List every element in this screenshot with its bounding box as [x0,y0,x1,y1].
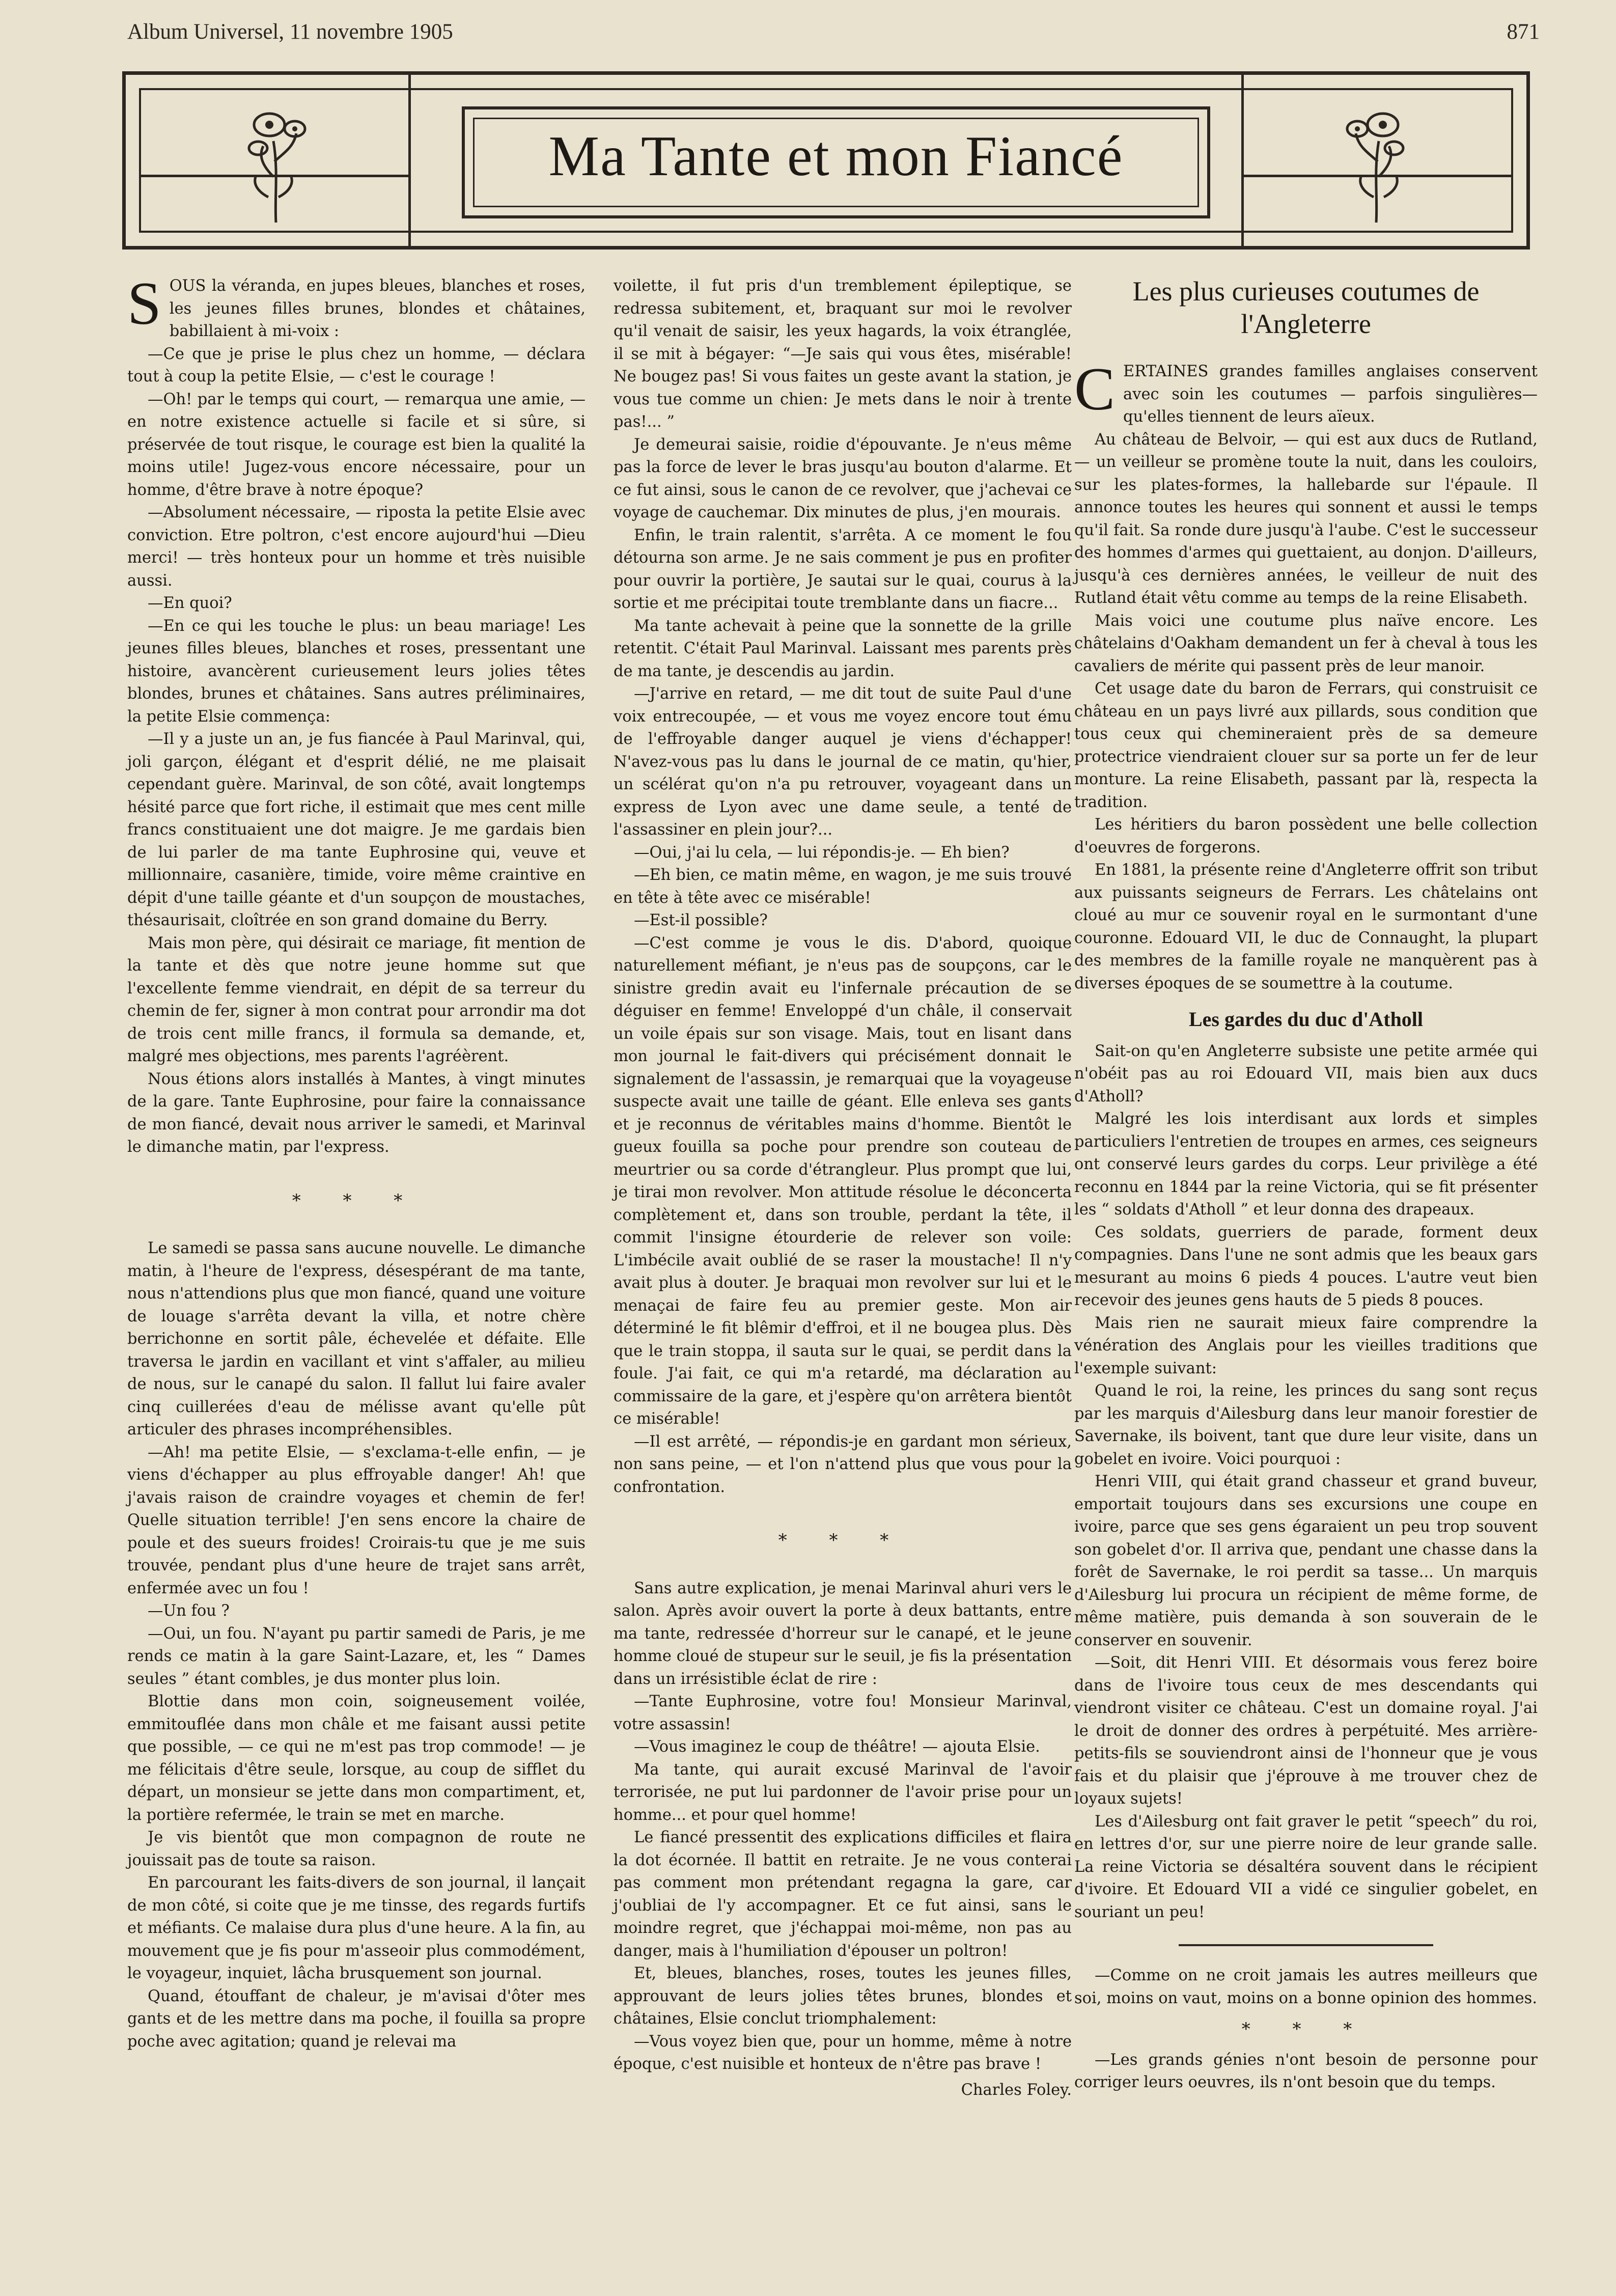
story-paragraph: —En quoi? [148,594,232,612]
title-banner [122,71,1530,250]
story-paragraph: —Vous voyez bien que, pour un homme, même à notre époque, c'est nuisible et honteux de n'être pas brave ! [614,2032,1072,2073]
article-paragraph: CERTAINES grandes familles anglaises conservent avec soin les coutumes — parfois singulières—qu'elles tiennent de leurs aïeux. [1074,355,1538,426]
story-paragraph: Ma tante, qui aurait excusé Marinval de l'avoir terrorisée, ne put lui pardonner de l'avoir prise pour un homme... et pour quel homme! [614,1760,1072,1824]
story-paragraph: —Est-il possible? [634,911,768,929]
story-paragraph: Sans autre explication, je menai Marinval ahuri vers le salon. Après avoir ouvert la porte à deux battants, entre ma tante, redressée d'horreur sur le canapé, et le jeune homme cloué de stupeur sur le seuil, je fis la présentation dans un irrésistible éclat de rire : [614,1579,1072,1688]
title-frame [462,106,1210,218]
maxim: —Les grands génies n'ont besoin de personne pour corriger leurs oeuvres, ils n'ont besoin que du temps. [1074,2051,1538,2091]
section-break: * * * [1241,2019,1371,2039]
story-paragraph: —En ce qui les touche le plus: un beau mariage! Les jeunes filles bleues, blanches et roses, pressentant une histoire, avancèrent curieusement leurs jolies têtes blondes, brunes et châtaines. Sans autres préliminaires, la petite Elsie commença: [127,617,586,726]
banner-divider-left [408,75,411,246]
article-column [1074,275,1538,2094]
article-paragraph: —Soit, dit Henri VIII. Et désormais vous ferez boire dans de l'ivoire tous ceux de mes descendants qui viendront visiter ce château. C'est un domaine royal. J'ai le droit de donner des ordres à perpétuité. Mes arrière-petits-fils se souviendront ainsi de l'honneur que je vous fais et du plaisir que j'éprouve à me trouver chez de loyaux sujets! [1074,1654,1538,1808]
section-break: * * * [778,1530,907,1551]
section-break: * * * [292,1190,421,1211]
story-paragraph: Je vis bientôt que mon compagnon de route ne jouissait pas de toute sa raison. [127,1829,586,1869]
article-paragraph: Ces soldats, guerriers de parade, forment deux compagnies. Dans l'une ne sont admis que les beaux gars mesurant au moins 6 pieds 4 pouces. L'autre veut bien recevoir des jeunes gens hauts de 5 pieds 8 pouces. [1074,1223,1538,1309]
drop-cap: S [127,269,161,337]
banner-divider-right [1241,75,1244,246]
story-paragraph: —C'est comme je vous le dis. D'abord, quoique naturellement méfiant, je n'eus pas de soupçons, car le sinistre gredin avait eu l'infernale précaution de se déguiser en femme! Enveloppé d'un châle, il conservait un voile épais sur son visage. Mais, tout en lisant dans mon journal le fait-divers qui précisément donnait le signalement de l'assassin, je remarquai que la voyageuse suspecte avait une taille de géant. Elle enleva ses gants et je reconnus de véritables mains d'homme. Bientôt le gueux fouilla sa poche pour prendre son couteau de meurtrier ou sa corde d'étrangleur. Plus prompt que lui, je tirai mon revolver. Mon attitude résolue le déconcerta complètement et, dans son trouble, perdant la tête, il commit l'insigne étourderie de relever son voile: L'imbécile avait oublié de se raser la moustache! Il n'y avait plus à douter. Je braquai mon revolver sur lui et le menaçai de faire feu au premier geste. Mon air déterminé le fit blêmir d'effroi, et il ne bougea plus. Dès que le train stoppa, il sauta sur le quai, se perdit dans la foule. J'ai fait, ce qui m'a retardé, ma déclaration au commissaire de la gare, et j'espère qu'on arrêtera bientôt ce misérable! [614,934,1072,1428]
story-paragraph: —Il y a juste un an, je fus fiancée à Paul Marinval, qui, joli garçon, élégant et d'esprit délié, ne me plaisait cependant guère. Marinval, de son côté, avait longtemps hésité parce que fort riche, il estimait que mes cent mille francs constituaient une dot maigre. Je me gardais bien de lui parler de ma tante Euphrosine qui, veuve et millionnaire, casanière, timide, voire même craintive en dépit d'une taille géante et d'un soupçon de moustaches, thésaurisait, cloîtrée en son grand domaine du Berry. [127,730,586,929]
story-paragraph: SOUS la véranda, en jupes bleues, blanches et roses, les jeunes filles brunes, blondes et châtaines, babillaient à mi-voix : [127,269,586,340]
maxim: —Comme on ne croit jamais les autres meilleurs que soi, moins on vaut, moins on a bonne opinion des hommes. [1074,1967,1538,2007]
story-paragraph: Le samedi se passa sans aucune nouvelle. Le dimanche matin, à l'heure de l'express, désespérant de ma tante, nous n'attendions plus que mon fiancé, quand une voiture de louage s'arrêta devant la villa, et notre chère berrichonne en sortit pâle, échevelée et défaite. Elle traversa le jardin en vacillant et vint s'affaler, au milieu de nous, sur le canapé du salon. Il fallut lui faire avaler cinq cuillerées d'eau de mélisse avant qu'elle pût articuler des phrases incompréhensibles. [127,1239,586,1439]
story-paragraph: —Oui, un fou. N'ayant pu partir samedi de Paris, je me rends ce matin à la gare Saint-Lazare, et, les “ Dames seules ” étant combles, je dus monter plus loin. [127,1624,586,1688]
drop-cap: C [1074,355,1116,423]
story-paragraph: Ma tante achevait à peine que la sonnette de la grille retentit. C'était Paul Marinval. Laissant mes parents près de ma tante, je descendis au jardin. [614,617,1072,680]
article-paragraph: Les d'Ailesburg ont fait graver le petit “speech” du roi, en lettres d'or, sur une pierre noire de leur grande salle. La reine Victoria se désaltéra souvent dans le récipient d'ivoire. Et Edouard VII a vidé ce singulier gobelet, en souriant un peu! [1074,1812,1538,1921]
story-paragraph: —Ah! ma petite Elsie, — s'exclama-t-elle enfin, — je viens d'échapper au plus effroyable danger! Ah! que j'avais raison de craindre voyages et chemin de fer! Quelle situation terrible! J'en sens encore la chaire de poule et des sueurs froides! Croirais-tu que je me suis trouvée, pendant plus d'une heure de trajet sans arrêt, enfermée avec un fou ! [127,1443,586,1597]
article-paragraph: Mais rien ne saurait mieux faire comprendre la vénération des Anglais pour les vieilles traditions que l'exemple suivant: [1074,1314,1538,1377]
story-paragraph: Nous étions alors installés à Mantes, à vingt minutes de la gare. Tante Euphrosine, pour faire la connaissance de mon fiancé, devait nous arriver le samedi, et Marinval le dimanche matin, par l'express. [127,1070,586,1156]
story-paragraph: Quand, étouffant de chaleur, je m'avisai d'ôter mes gants et de les mettre dans ma poche, il fouilla sa propre poche avec agitation; quand je relevai ma [127,1987,586,2051]
story-paragraph: Et, bleues, blanches, roses, toutes les jeunes filles, approuvant de leurs jolies têtes brunes, blondes et châtaines, Elsie conclut triomphalement: [614,1965,1072,2028]
story-paragraph: —Absolument nécessaire, — riposta la petite Elsie avec conviction. Etre poltron, c'est encore aujourd'hui —Dieu merci! — très honteux pour un homme et très nuisible aussi. [127,504,586,590]
article-subtitle: Les gardes du duc d'Atholl [1188,1008,1424,1031]
article-paragraph: En 1881, la présente reine d'Angleterre offrit son tribut aux puissants seigneurs de Ferrars. Les châtelains ont cloué au mur ce souvenir royal en le surmontant d'une couronne. Edouard VII, le duc de Connaught, la plupart des membres de la famille royale ne manquèrent pas à diverses époques de se soumettre à la coutume. [1074,861,1538,992]
article-paragraph: Malgré les lois interdisant aux lords et simples particuliers l'entretien de troupes en armes, ces seigneurs ont conservé leurs gardes du corps. Leur privilège a été reconnu en 1844 par la reine Victoria, qui se fit présenter les “ soldats d'Atholl ” et leur donna des drapeaux. [1074,1110,1538,1219]
poppy-ornament-icon [238,95,314,233]
story-paragraph: —Eh bien, ce matin même, en wagon, je me suis trouvé en tête à tête avec ce misérable! [614,866,1072,907]
story-paragraph: Mais mon père, qui désirait ce mariage, fit mention de la tante et dès que notre jeune homme sut que l'excellente femme viendrait, en dépit de sa terreur du chemin de fer, signer à mon contrat pour arrondir ma dot de trois cent mille francs, il formula sa demande, et, malgré mes objections, mes parents l'agréèrent. [127,934,586,1065]
story-paragraph: —Un fou ? [148,1602,230,1620]
article-paragraph: Au château de Belvoir, — qui est aux ducs de Rutland, — un veilleur se promène toute la nuit, dans les couloirs, sur les plates-formes, la hallebarde sur l'épaule. Il annonce toutes les heures qui sonnent et aussi le temps qu'il fait. Sa ronde dure jusqu'à l'aube. C'est le successeur des hommes d'armes qui guettaient, au donjon. D'ailleurs, jusqu'à ces dernières années, le veilleur de nuit des Rutland était vêtu comme au temps de la reine Elisabeth. [1074,430,1538,607]
story-paragraph: —Oui, j'ai lu cela, — lui répondis-je. — Eh bien? [634,843,1010,862]
story-paragraph: En parcourant les faits-divers de son journal, il lançait de mon côté, si coite que je me tinsse, des regards furtifs et méfiants. Ce malaise dura plus d'une heure. A la fin, au mouvement que je fis pour m'asseoir plus commodément, le voyageur, inquiet, lâcha brusquement son journal. [127,1874,586,1982]
page-number: 871 [1507,20,1540,44]
poppy-ornament-icon [1338,95,1414,233]
story-paragraph: —Il est arrêté, — répondis-je en gardant mon sérieux, non sans peine, — et l'on n'attend plus que vous pour la confrontation. [614,1432,1072,1496]
article-paragraph: Les héritiers du baron possèdent une belle collection d'oeuvres de forgerons. [1074,816,1538,856]
article-paragraph: Mais voici une coutume plus naïve encore. Les châtelains d'Oakham demandent un fer à cheval à tous les cavaliers de mérite qui passent près de leur manoir. [1074,612,1538,675]
story-paragraph: —Tante Euphrosine, votre fou! Monsieur Marinval, votre assassin! [614,1693,1072,1733]
separator-rule [1179,1944,1433,1946]
author-signature: Charles Foley. [961,2081,1072,2099]
story-paragraph: Blottie dans mon coin, soigneusement voilée, emmitouflée dans mon châle et me faisant aussi petite que possible, — ce qui ne m'est pas trop commode! — je me félicitais d'être seule, lorsque, au coup de sifflet du départ, un monsieur se jette dans mon compartiment, et, la portière refermée, le train se met en marche. [127,1693,586,1824]
running-head [127,19,1540,55]
story-paragraph: Je demeurai saisie, roidie d'épouvante. Je n'eus même pas la force de lever le bras jusqu'au bouton d'alarme. Et ce fut ainsi, sous le canon de ce revolver, que j'achevai ce voyage de cauchemar. Dix minutes de plus, j'en mourais. [614,435,1072,521]
story-paragraph: Le fiancé pressentit des explications difficiles et flaira la dot écornée. Il battit en retraite. Je ne vous conterai pas comment mon prétendant regagna la gare, car j'oubliai de l'y accompagner. Et ce fut ainsi, sans le moindre regret, que j'échappai moi-même, non pas au danger, mais à l'humiliation d'épouser un poltron! [614,1829,1072,1960]
article-paragraph: Sait-on qu'en Angleterre subsiste une petite armée qui n'obéit pas au roi Edouard VII, mais bien aux ducs d'Atholl? [1074,1042,1538,1105]
story-title: Ma Tante et mon Fiancé [548,125,1124,188]
story-column-2 [614,275,1072,2101]
story-paragraph: —Ce que je prise le plus chez un homme, — déclara tout à coup la petite Elsie, — c'est le courage ! [127,345,586,385]
story-paragraph: Enfin, le train ralentit, s'arrêta. A ce moment le fou détourna son arme. Je ne sais comment je pus en profiter pour ouvrir la portière, Je sautai sur le quai, courus à la sortie et me précipitai toute tremblante dans un fiacre... [614,526,1072,612]
article-paragraph: Cet usage date du baron de Ferrars, qui construisit ce château en un pays livré aux pillards, sous condition que tous ceux qui chemineraient près de sa demeure protectrice viendraient clouer sur sa porte un fer de leur monture. La reine Elisabeth, passant par là, respecta la tradition. [1074,680,1538,811]
story-paragraph: —J'arrive en retard, — me dit tout de suite Paul d'une voix entrecoupée, — et vous me voyez encore tout ému de l'effroyable danger auquel je viens d'échapper! N'avez-vous pas lu dans le journal de ce matin, qu'hier, un scélérat qu'on n'a pu retrouver, voyageant dans un express de Lyon avec une dame seule, a tenté de l'assassiner en plein jour?... [614,685,1072,839]
article-paragraph: Henri VIII, qui était grand chasseur et grand buveur, emportait toujours dans ses excursions une coupe en ivoire, parce que ses gens égaraient un peu trop souvent son gobelet d'or. Il arriva que, pendant une chasse dans la forêt de Savernake, le roi perdit sa tasse... Un marquis d'Ailesburg lui procura un récipient de même forme, de même matière, puis demanda à son souverain de le conserver en souvenir. [1074,1473,1538,1649]
story-paragraph: —Vous imaginez le coup de théâtre! — ajouta Elsie. [634,1738,1040,1756]
article-title: Les plus curieuses coutumes de l'Angleterre [1132,276,1480,339]
story-paragraph: voilette, il fut pris d'un tremblement épileptique, se redressa subitement, et, braquant sur moi le revolver qu'il venait de saisir, les yeux hagards, la voix étranglée, il se mit à bégayer: “—Je sais qui vous êtes, misérable! Ne bougez pas! Si vous faites un geste avant la station, je vous tue comme un chien: Je mets dans le noir à trente pas!... ” [614,277,1072,431]
story-paragraph: —Oh! par le temps qui court, — remarqua une amie, — en notre existence actuelle si facile et si sûre, si préservée de tout risque, le courage est bien la qualité la moins utile! Jugez-vous encore nécessaire, pour un homme, d'être brave à notre époque? [127,390,586,499]
article-paragraph: Quand le roi, la reine, les princes du sang sont reçus par les marquis d'Ailesburg dans leur manoir forestier de Savernake, ils boivent, tant que dure leur visite, dans un gobelet en ivoire. Voici pourquoi : [1074,1382,1538,1468]
publication-date: Album Universel, 11 novembre 1905 [127,20,453,44]
story-column-1 [127,269,586,2053]
